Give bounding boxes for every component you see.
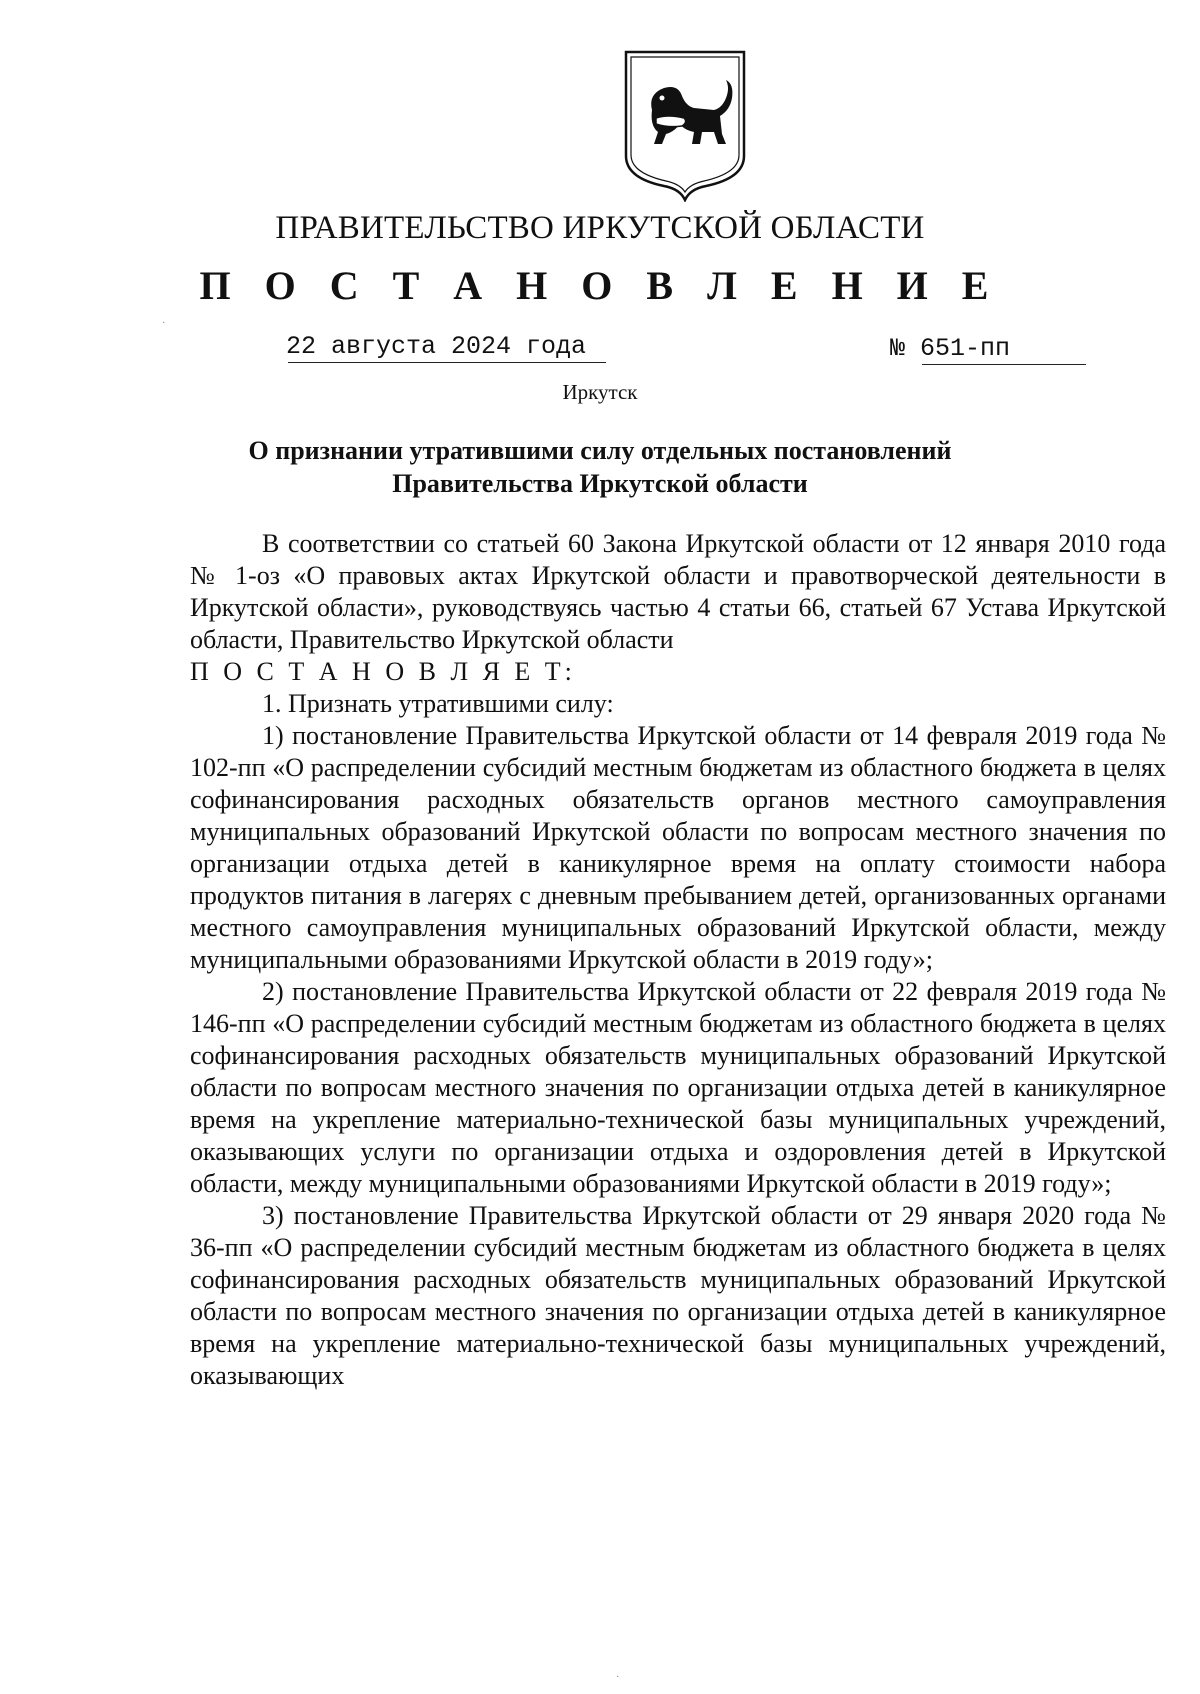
irkutsk-coat-of-arms-emblem [622,48,748,202]
decree-heading [0,434,1200,500]
list-item: 1) постановление Правительства Иркутской области от 14 февраля 2019 года № 102-пп «О распределении субсидий местным бюджетам из областного бюджета в целях софинансирования расходных обязательств органов местного самоуправления муниципальных образований Иркутской области по вопросам местного значения по организации отдыха детей в каникулярное время на оплату стоимости набора продуктов питания в лагерях с дневным пребыванием детей, организованных органами местного самоуправления муниципальных образований Иркутской области, между муниципальными образованиями Иркутской области в 2019 году»; [190,721,1166,974]
list-item: 2) постановление Правительства Иркутской области от 22 февраля 2019 года № 146-пп «О распределении субсидий местным бюджетам из областного бюджета в целях софинансирования расходных обязательств муниципальных образований Иркутской области по вопросам местного значения по организации отдыха детей в каникулярное время на укрепление материально-технической базы муниципальных учреждений, оказывающих услуги по организации отдыха и оздоровления детей в Иркутской области, между муниципальными образованиями Иркутской области в 2019 году»; [190,977,1166,1198]
list-item: 3) постановление Правительства Иркутской области от 29 января 2020 года № 36-пп «О распределении субсидий местным бюджетам из областного бюджета в целях софинансирования расходных обязательств муниципальных образований Иркутской области по вопросам местного значения по организации отдыха детей в каникулярное время на укрепление материально-технической базы муниципальных учреждений, оказывающих [190,1201,1166,1390]
point-1: 1. Признать утратившими силу: [262,689,614,718]
date-underline [288,362,606,363]
decree-date: 22 августа 2024 года [286,332,587,361]
scan-speck: · [616,1672,620,1683]
document-type-title: П О С Т А Н О В Л Е Н И Е [199,263,1001,308]
heading-line-1: О признании утратившими силу отдельных постановлений [248,436,952,465]
government-name: ПРАВИТЕЛЬСТВО ИРКУТСКОЙ ОБЛАСТИ [275,210,925,246]
number-underline [922,364,1086,365]
scan-speck: · [162,318,166,329]
city-name: Иркутск [562,380,638,404]
preamble-paragraph: В соответствии со статьей 60 Закона Иркутской области от 12 января 2010 года № 1-оз «О правовых актах Иркутской области и правотворческой деятельности в Иркутской области», руководствуясь частью 4 статьи 66, статьей 67 Устава Иркутской области, Правительство Иркутской области [190,529,1166,654]
decree-body [190,528,1166,1392]
resolves-heading: П О С Т А Н О В Л Я Е Т: [190,657,576,686]
heading-line-2: Правительства Иркутской области [392,469,808,498]
decree-number: № 651-пп [890,334,1011,363]
